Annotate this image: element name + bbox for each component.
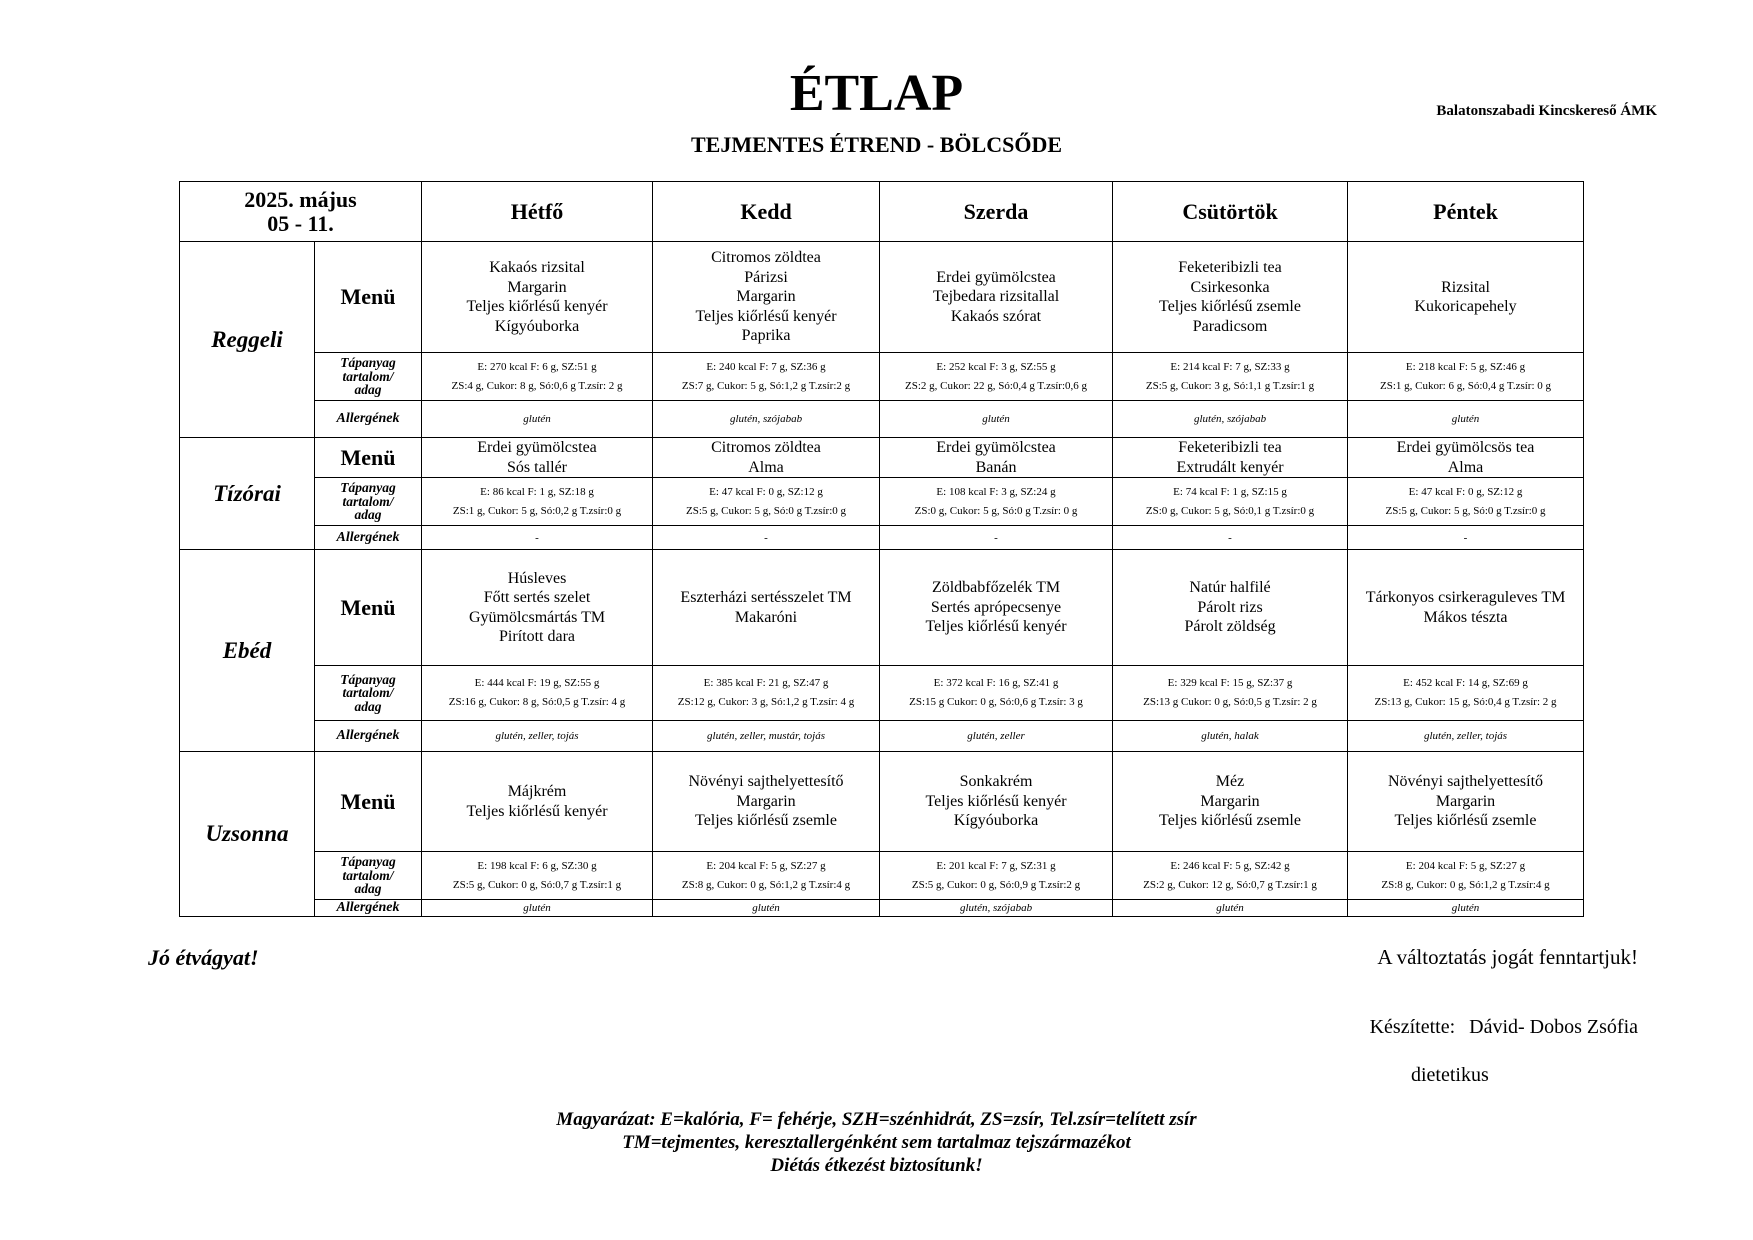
nutrition-label-line: tartalom/ [342,867,394,883]
nutrition-details: ZS:8 g, Cukor: 0 g, Só:1,2 g T.zsír:4 g [681,878,851,891]
menu-label: Menü [315,242,422,353]
allergen-cell: glutén [422,900,653,917]
nutrition-label [315,666,422,721]
meal-name: Reggeli [180,242,315,438]
day-header: Hétfő [422,182,653,242]
nutrition-label-line: adag [354,507,382,523]
nutrition-energy: E: 214 kcal F: 7 g, SZ:33 g [1170,360,1290,373]
menu-item: Teljes kiőrlésű zsemle [1159,812,1301,830]
allergen-cell: glutén [422,401,653,438]
allergen-row [180,900,1584,917]
nutrition-details: ZS:15 g Cukor: 0 g, Só:0,6 g T.zsír: 3 g [909,696,1083,708]
menu-item: Kígyóuborka [953,812,1039,830]
nutrition-details: ZS:12 g, Cukor: 3 g, Só:1,2 g T.zsír: 4 g [677,696,855,708]
nutrition-details: ZS:5 g, Cukor: 0 g, Só:0,7 g T.zsír:1 g [452,878,622,891]
nutrition-energy: E: 74 kcal F: 1 g, SZ:15 g [1173,485,1287,498]
menu-cell [653,242,880,353]
allergen-cell: glutén [653,900,880,917]
week-month: 2025. május [244,187,357,213]
nutrition-label-line: adag [354,698,382,714]
menu-item: Feketeribizli tea [1178,439,1282,456]
menu-item: Növényi sajthelyettesítő [1387,773,1544,791]
allergen-cell: glutén, zeller, mustár, tojás [653,721,880,752]
nutrition-energy: E: 204 kcal F: 5 g, SZ:27 g [1405,859,1526,872]
menu-item: Paprika [741,327,791,345]
menu-label: Menü [315,550,422,666]
nutrition-row [180,353,1584,401]
menu-item: Teljes kiőrlésű kenyér [466,802,608,820]
menu-cell [1113,752,1348,852]
menu-item: Teljes kiőrlésű zsemle [1394,812,1537,830]
nutrition-label-line: tartalom/ [342,368,394,384]
nutrition-label [315,852,422,900]
menu-cell [880,550,1113,666]
nutrition-cell [1113,478,1348,526]
menu-item: Erdei gyümölcstea [936,268,1056,286]
menu-cell [1113,438,1348,478]
nutrition-energy: E: 246 kcal F: 5 g, SZ:42 g [1170,859,1290,872]
nutrition-cell [422,353,653,401]
nutrition-cell [880,852,1113,900]
nutrition-energy: E: 372 kcal F: 16 g, SZ:41 g [933,677,1059,689]
nutrition-details: ZS:4 g, Cukor: 8 g, Só:0,6 g T.zsír: 2 g [451,379,623,392]
allergen-label: Allergének [315,900,422,917]
nutrition-details: ZS:5 g, Cukor: 5 g, Só:0 g T.zsír:0 g [686,504,847,517]
allergen-cell: - [880,526,1113,550]
menu-item: Májkrém [507,783,567,800]
nutrition-cell [422,478,653,526]
menu-cell [422,550,653,666]
nutrition-label [315,353,422,401]
nutrition-cell [1113,852,1348,900]
meal-name: Tízórai [180,438,315,550]
week-header [180,182,422,242]
allergen-cell: glutén, szójabab [653,401,880,438]
menu-item: Margarin [1200,792,1260,810]
author-name: Dávid- Dobos Zsófia [1469,1016,1638,1038]
nutrition-energy: E: 252 kcal F: 3 g, SZ:55 g [936,360,1056,373]
organization-name: Balatonszabadi Kincskereső ÁMK [1436,103,1657,119]
nutrition-details: ZS:5 g, Cukor: 3 g, Só:1,1 g T.zsír:1 g [1145,379,1315,392]
author-line [1370,1016,1638,1039]
nutrition-details: ZS:13 g Cukor: 0 g, Só:0,5 g T.zsír: 2 g [1143,696,1317,708]
menu-item: Teljes kiőrlésű kenyér [695,307,837,325]
menu-item: Párolt rizs [1197,598,1263,616]
bon-appetit-text: Jó étvágyat! [148,945,259,970]
menu-row [180,752,1584,852]
nutrition-cell [422,666,653,721]
menu-item: Teljes kiőrlésű kenyér [925,792,1067,810]
allergen-cell: - [653,526,880,550]
nutrition-label-line: Tápanyag [340,671,396,687]
menu-cell [1348,242,1584,353]
nutrition-cell [880,478,1113,526]
menu-cell [422,438,653,478]
menu-item: Növényi sajthelyettesítő [688,773,844,791]
nutrition-label-line: tartalom/ [342,493,394,509]
menu-item: Feketeribizli tea [1178,259,1282,276]
menu-item: Pirított dara [499,628,575,645]
week-range: 05 - 11. [267,210,334,236]
author-label: Készítette: [1369,1016,1456,1038]
menu-item: Margarin [1435,792,1496,810]
nutrition-energy: E: 201 kcal F: 7 g, SZ:31 g [936,859,1056,872]
menu-item: Margarin [736,792,796,810]
menu-item: Mákos tészta [1423,608,1508,626]
nutrition-details: ZS:0 g, Cukor: 5 g, Só:0 g T.zsír: 0 g [914,504,1078,517]
nutrition-energy: E: 204 kcal F: 5 g, SZ:27 g [706,859,826,872]
nutrition-row [180,852,1584,900]
menu-cell [1348,752,1584,852]
menu-row [180,242,1584,353]
nutrition-label [315,478,422,526]
nutrition-details: ZS:16 g, Cukor: 8 g, Só:0,5 g T.zsír: 4 g [448,696,626,708]
menu-table-body [180,182,1584,917]
nutrition-cell [1348,852,1584,900]
menu-item: Teljes kiőrlésű zsemle [695,812,837,830]
nutrition-details: ZS:13 g, Cukor: 15 g, Só:0,4 g T.zsír: 2 g [1374,696,1557,708]
menu-cell [1113,550,1348,666]
nutrition-details: ZS:2 g, Cukor: 22 g, Só:0,4 g T.zsír:0,6 g [905,379,1088,392]
menu-item: Alma [748,458,784,476]
menu-table [179,181,1584,917]
menu-cell [1113,242,1348,353]
menu-cell [880,752,1113,852]
nutrition-energy: E: 385 kcal F: 21 g, SZ:47 g [703,677,829,689]
nutrition-cell [1113,666,1348,721]
legend-line: Magyarázat: E=kalória, F= fehérje, SZH=szénhidrát, ZS=zsír, Tel.zsír=telített zsír [556,1109,1197,1130]
menu-cell [880,438,1113,478]
allergen-cell: glutén, zeller, tojás [1348,721,1584,752]
allergen-cell: - [1348,526,1584,550]
nutrition-energy: E: 452 kcal F: 14 g, SZ:69 g [1403,677,1528,689]
nutrition-details: ZS:0 g, Cukor: 5 g, Só:0,1 g T.zsír:0 g [1145,504,1315,517]
nutrition-energy: E: 270 kcal F: 6 g, SZ:51 g [477,360,597,373]
menu-item: Makaróni [734,608,798,626]
menu-item: Kakaós rizsital [489,259,585,276]
allergen-cell: glutén, szójabab [880,900,1113,917]
menu-row [180,438,1584,478]
allergen-row [180,526,1584,550]
nutrition-label-line: Tápanyag [340,480,396,496]
nutrition-row [180,666,1584,721]
nutrition-energy: E: 240 kcal F: 7 g, SZ:36 g [706,360,826,373]
allergen-label: Allergének [315,526,422,550]
nutrition-cell [653,666,880,721]
nutrition-cell [653,478,880,526]
nutrition-energy: E: 329 kcal F: 15 g, SZ:37 g [1167,677,1293,689]
nutrition-energy: E: 47 kcal F: 0 g, SZ:12 g [709,485,823,498]
nutrition-energy: E: 218 kcal F: 5 g, SZ:46 g [1405,360,1526,373]
menu-cell [1348,438,1584,478]
allergen-cell: glutén [1113,900,1348,917]
menu-cell [653,752,880,852]
menu-item: Sertés aprópecsenye [930,598,1062,616]
menu-item: Margarin [736,288,796,306]
nutrition-energy: E: 47 kcal F: 0 g, SZ:12 g [1408,485,1523,498]
nutrition-details: ZS:1 g, Cukor: 6 g, Só:0,4 g T.zsír: 0 g [1380,379,1552,392]
allergen-cell: glutén [1348,401,1584,438]
menu-item: Extrudált kenyér [1176,458,1284,476]
allergen-label: Allergének [315,401,422,438]
menu-item: Tárkonyos csirkeraguleves TM [1365,589,1566,606]
menu-item: Kakaós szórat [950,307,1042,325]
menu-item: Eszterházi sertésszelet TM [680,589,852,606]
menu-item: Citromos zöldtea [711,439,821,456]
menu-item: Sós tallér [507,458,568,476]
menu-item: Párolt zöldség [1184,618,1276,636]
menu-item: Natúr halfilé [1189,579,1271,597]
allergen-cell: glutén, szójabab [1113,401,1348,438]
nutrition-energy: E: 108 kcal F: 3 g, SZ:24 g [936,485,1056,498]
nutrition-cell [653,852,880,900]
menu-label: Menü [315,752,422,852]
nutrition-details: ZS:5 g, Cukor: 0 g, Só:0,9 g T.zsír:2 g [911,878,1081,891]
menu-item: Erdei gyümölcsös tea [1396,439,1535,456]
nutrition-cell [1348,478,1584,526]
page-subtitle: TEJMENTES ÉTREND - BÖLCSŐDE [690,132,1063,157]
menu-item: Főtt sertés szelet [483,589,591,606]
allergen-row [180,401,1584,438]
menu-item: Kukoricapehely [1414,298,1517,315]
allergen-cell: glutén, halak [1113,721,1348,752]
nutrition-cell [1348,353,1584,401]
nutrition-cell [653,353,880,401]
menu-cell [422,752,653,852]
menu-item: Kígyóuborka [494,317,580,335]
menu-item: Zöldbabfőzelék TM [931,579,1061,597]
menu-item: Citromos zöldtea [711,249,821,267]
nutrition-label-line: adag [354,382,382,398]
day-header: Szerda [880,182,1113,242]
menu-cell [653,438,880,478]
page-title: ÉTLAP [789,65,964,122]
nutrition-cell [880,353,1113,401]
nutrition-details: ZS:8 g, Cukor: 0 g, Só:1,2 g T.zsír:4 g [1381,878,1550,891]
allergen-label: Allergének [315,721,422,752]
allergen-cell: glutén [1348,900,1584,917]
menu-item: Párizsi [744,268,788,286]
nutrition-cell [422,852,653,900]
menu-item: Méz [1215,773,1245,791]
day-header: Csütörtök [1113,182,1348,242]
nutrition-label-line: adag [354,881,382,897]
menu-cell [880,242,1113,353]
nutrition-cell [1348,666,1584,721]
menu-item: Teljes kiőrlésű kenyér [466,298,608,315]
nutrition-details: ZS:2 g, Cukor: 12 g, Só:0,7 g T.zsír:1 g [1143,878,1317,891]
menu-row [180,550,1584,666]
menu-item: Alma [1447,458,1484,476]
menu-cell [1348,550,1584,666]
menu-item: Erdei gyümölcstea [936,439,1056,456]
nutrition-details: ZS:1 g, Cukor: 5 g, Só:0,2 g T.zsír:0 g [452,504,622,517]
allergen-row [180,721,1584,752]
menu-cell [422,242,653,353]
menu-item: Paradicsom [1192,317,1268,335]
nutrition-energy: E: 444 kcal F: 19 g, SZ:55 g [474,677,600,689]
menu-item: Margarin [507,278,567,296]
nutrition-label-line: tartalom/ [342,685,394,701]
menu-item: Erdei gyümölcstea [477,439,597,456]
menu-item: Tejbedara rizsitallal [932,288,1060,306]
legend-line: TM=tejmentes, keresztallergénként sem tartalmaz tejszármazékot [622,1132,1131,1153]
rights-reserved-text: A változtatás jogát fenntartjuk! [1377,945,1638,969]
nutrition-details: ZS:5 g, Cukor: 5 g, Só:0 g T.zsír:0 g [1385,504,1546,517]
legend [0,1108,1753,1177]
nutrition-label-line: Tápanyag [340,355,396,371]
nutrition-label-line: Tápanyag [340,854,396,870]
menu-item: Csirkesonka [1190,278,1270,296]
menu-cell [653,550,880,666]
allergen-cell: glutén, zeller [880,721,1113,752]
menu-item: Teljes kiőrlésű zsemle [1159,298,1301,315]
menu-item: Teljes kiőrlésű kenyér [925,618,1067,636]
nutrition-cell [1113,353,1348,401]
menu-item: Gyümölcsmártás TM [468,608,606,626]
author-role: dietetikus [1411,1064,1489,1086]
menu-item: Sonkakrém [959,773,1033,791]
nutrition-energy: E: 86 kcal F: 1 g, SZ:18 g [480,485,594,498]
allergen-cell: glutén, zeller, tojás [422,721,653,752]
allergen-cell: glutén [880,401,1113,438]
day-header: Kedd [653,182,880,242]
legend-line: Diétás étkezést biztosítunk! [770,1155,983,1176]
menu-label: Menü [315,438,422,478]
header-row [180,182,1584,242]
nutrition-energy: E: 198 kcal F: 6 g, SZ:30 g [477,859,597,872]
nutrition-cell [880,666,1113,721]
meal-name: Uzsonna [180,752,315,917]
meal-name: Ebéd [180,550,315,752]
allergen-cell: - [1113,526,1348,550]
menu-item: Banán [975,458,1017,476]
allergen-cell: - [422,526,653,550]
menu-item: Húsleves [507,569,567,587]
menu-item: Rizsital [1441,278,1490,296]
nutrition-details: ZS:7 g, Cukor: 5 g, Só:1,2 g T.zsír:2 g [681,379,851,392]
nutrition-row [180,478,1584,526]
day-header: Péntek [1348,182,1584,242]
